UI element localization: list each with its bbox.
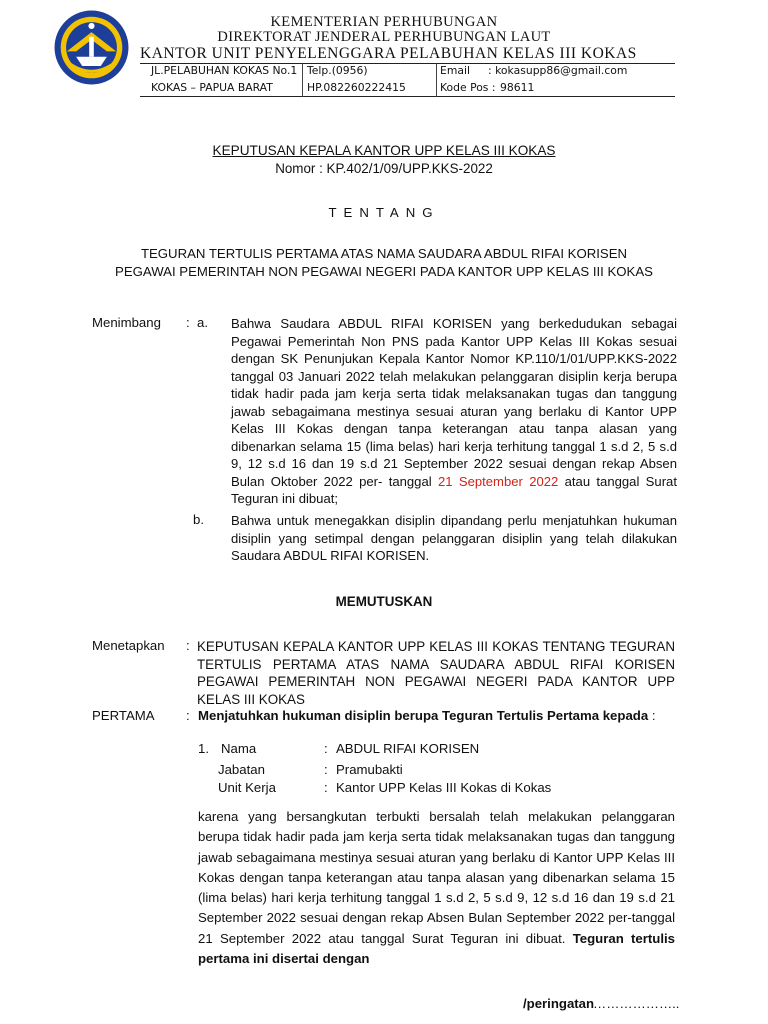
pertama-colon: : — [186, 708, 190, 723]
menimbang-a-marker: a. — [197, 315, 208, 330]
decree-number: Nomor : KP.402/1/09/UPP.KKS-2022 — [275, 161, 493, 176]
continuation-dots: ……………….. — [593, 996, 680, 1011]
field-label-nama: Nama — [221, 741, 257, 756]
menimbang-colon: : — [186, 315, 190, 330]
phone: Telp.(0956) — [307, 64, 368, 77]
memutuskan-heading: MEMUTUSKAN — [335, 594, 433, 609]
header-rule-bottom — [140, 96, 675, 97]
ministry-name: KEMENTERIAN PERHUBUNGAN — [270, 14, 498, 30]
office-name: KANTOR UNIT PENYELENGGARA PELABUHAN KELAS III KOKAS — [140, 45, 637, 62]
mobile-phone: HP.082260222415 — [307, 81, 406, 94]
email-value[interactable]: : kokasupp86@gmail.com — [488, 64, 628, 77]
address-line-1: JL.PELABUHAN KOKAS No.1 — [151, 64, 298, 77]
menimbang-b-marker: b. — [193, 512, 204, 527]
menetapkan-label: Menetapkan — [92, 638, 165, 653]
continuation-word: /peringatan — [523, 996, 595, 1011]
field-label-unit-kerja: Unit Kerja — [218, 780, 276, 795]
tentang-heading: TENTANG — [328, 205, 440, 220]
decree-title: KEPUTUSAN KEPALA KANTOR UPP KELAS III KOKAS — [212, 143, 556, 158]
subject-line-1: TEGURAN TERTULIS PERTAMA ATAS NAMA SAUDARA ABDUL RIFAI KORISEN — [140, 246, 628, 261]
menimbang-label: Menimbang — [92, 315, 161, 330]
menetapkan-text: KEPUTUSAN KEPALA KANTOR UPP KELAS III KOKAS TENTANG TEGURAN TERTULIS PERTAMA ATAS NAMA SAUDARA ABDUL RIFAI KORISEN PEGAWAI PEMERINTAH NON PEGAWAI NEGERI PADA KANTOR UPP KELAS III KOKAS — [197, 639, 675, 707]
field-value-unit-kerja: Kantor UPP Kelas III Kokas di Kokas — [336, 780, 552, 795]
field-colon-jabatan: : — [324, 762, 328, 777]
pertama-paragraph: karena yang bersangkutan terbukti bersalah telah melakukan pelanggaran berupa tidak hadir pada jam kerja serta tidak melaksanakan tugas dan tanggung jawab sebagaimana mestinya sesuai aturan yang berlaku di Kantor UPP Kelas III Kokas dengan tanpa keterangan atau tanpa alasan yang dibenarkan selama 15 (lima belas) hari kerja terhitung tanggal 1 s.d 2, 5 s.d 9, 12 s.d 16 dan 19 s.d 21 September 2022 sesuai dengan rekap Absen Bulan September 2022 per-tanggal 21 September 2022 atau tanggal Surat Teguran ini dibuat. Teguran tertulis pertama ini disertai dengan — [198, 809, 675, 967]
postal-value: 98611 — [500, 81, 535, 94]
item-number: 1. — [198, 741, 209, 756]
directorate-name: DIREKTORAT JENDERAL PERHUBUNGAN LAUT — [217, 29, 551, 45]
menimbang-b-text: Bahwa untuk menegakkan disiplin dipandang perlu menjatuhkan hukuman disiplin yang setimpal dengan pelanggaran disiplin yang telah dilakukan Saudara ABDUL RIFAI KORISEN. — [231, 513, 677, 563]
highlighted-date: 21 September 2022 — [437, 473, 559, 489]
postal-label: Kode Pos : — [440, 81, 496, 94]
field-label-jabatan: Jabatan — [218, 762, 265, 777]
field-colon-unit-kerja: : — [324, 780, 328, 795]
field-value-nama: ABDUL RIFAI KORISEN — [336, 741, 480, 756]
contact-divider-1 — [302, 64, 303, 97]
field-colon-nama: : — [324, 741, 328, 756]
menetapkan-colon: : — [186, 638, 190, 653]
address-line-2: KOKAS – PAPUA BARAT — [151, 81, 273, 94]
pertama-text: Menjatuhkan hukuman disiplin berupa Teguran Tertulis Pertama kepada : — [198, 708, 656, 723]
field-value-jabatan: Pramubakti — [336, 762, 403, 777]
menimbang-a-text: Bahwa Saudara ABDUL RIFAI KORISEN yang berkedudukan sebagai Pegawai Pemerintah Non PNS pada Kantor UPP Kelas III Kokas sesuai dengan SK Penunjukan Kepala Kantor Nomor KP.110/1/01/UPP.KKS-2022 tanggal 03 Januari 2022 telah melakukan pelanggaran disiplin kerja berupa tidak hadir pada jam kerja serta tidak melaksanakan tugas dan tanggung jawab sebagaimana mestinya sesuai aturan yang berlaku di Kantor UPP Kelas III Kokas dengan tanpa keterangan atau tanpa alasan yang dibenarkan selama 15 (lima belas) hari kerja terhitung tanggal 1 s.d 2, 5 s.d 9, 12 s.d 16 dan 19 s.d 21 September 2022 sesuai dengan rekap Absen Bulan Oktober 2022 per- tanggal 21 September 2022 atau tanggal Surat Teguran ini dibuat; — [231, 316, 677, 506]
contact-divider-2 — [436, 64, 437, 97]
subject-line-2: PEGAWAI PEMERINTAH NON PEGAWAI NEGERI PADA KANTOR UPP KELAS III KOKAS — [115, 264, 653, 279]
email-label: Email — [440, 64, 470, 77]
pertama-label: PERTAMA — [92, 708, 155, 723]
